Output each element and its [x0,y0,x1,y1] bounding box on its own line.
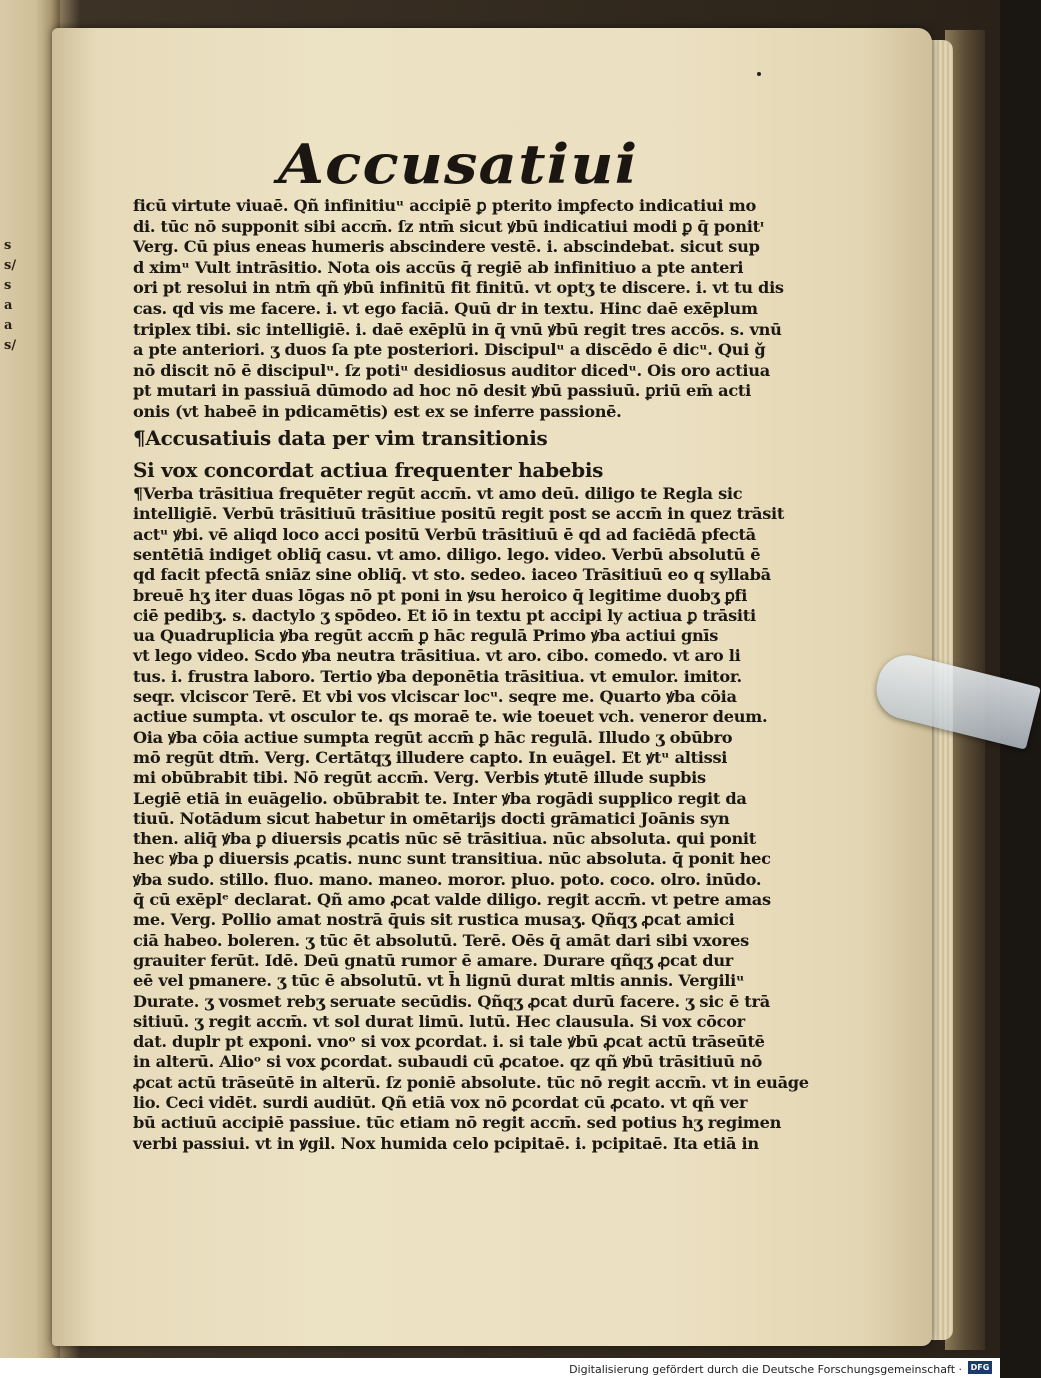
text-line: tiuū. Notādum sicut habetur in omētarijs docti grāmatici Joānis syn [133,808,730,828]
text-line: tus. i. frustra laboro. Tertio ꝟba deponētia trāsitiua. vt emulor. imitor. [133,666,742,686]
text-line: triplex tibi. sic intelligiē. i. daē exēplū in q̄ vnū ꝟbū regit tres accōs. s. vnū [133,319,782,339]
text-line: Verg. Cū pius eneas humeris abscindere vestē. i. abscindebat. sicut sup [133,237,760,257]
text-line: verbi passiui. vt in ꝟgil. Nox humida celo pcipitaē. i. pcipitaē. Ita etiā in [133,1133,759,1153]
text-line: in alterū. Alioᵒ si vox ꝑcordat. subaudi cū ꝓcatoe. qz qñ ꝟbū trāsitiuū nō [133,1052,763,1072]
text-line: d ximᵘ Vult intrāsitio. Nota ois accūs q̄ regiē ab infinitiuo a pte anteri [133,257,744,277]
ink-dot [757,72,761,76]
footer-credit: Digitalisierung gefördert durch die Deutsche Forschungsgemeinschaft · [569,1363,962,1376]
margin-fragment: s/ [4,258,17,273]
text-line: dat. duplr pt exponi. vnoᵒ si vox ꝑcordat. i. si tale ꝟbū ꝓcat actū trāseūtē [133,1032,765,1052]
text-line: ciē pedibʒ. s. dactylo ʒ spōdeo. Et iō in textu pt accipi ly actiua ꝑ trāsiti [133,605,756,625]
text-line: Oia ꝟba cōia actiue sumpta regūt accm̄ ꝑ hāc regulā. Illudo ʒ obūbro [133,727,733,747]
page-heading: Accusatiui [278,132,639,196]
text-line: di. tūc nō supponit sibi accm̄. ſz ntm̄ sicut ꝟbū indicatiui modi ꝑ q̄ ponitᶦ [133,216,765,236]
text-line: onis (vt habeē in pdicamētis) est ex se inferre passionē. [133,402,622,421]
text-line: sentētiā indiget obliq̄ casu. vt amo. diligo. lego. video. Verbū absolutū ē [133,544,761,564]
text-line: then. aliq̄ ꝟba ꝑ diuersis ꝓcatis nūc sē trāsitiua. nūc absoluta. qui ponit [133,829,756,849]
text-line: actᵘ ꝟbi. vē aliqd loco acci positū Verbū trāsitiuū ē qd ad faciēdā pfectā [133,524,756,544]
text-line: hec ꝟba ꝑ diuersis ꝓcatis. nunc sunt transitiua. nūc absoluta. q̄ ponit hec [133,849,771,869]
text-line: pt mutari in passiuā dūmodo ad hoc nō desit ꝟbū passiuū. ꝑriū em̄ acti [133,381,751,401]
text-line: ꝟba sudo. stillo. fluo. mano. maneo. moror. pluo. poto. coco. olro. inūdo. [133,869,762,889]
text-line: vt lego video. Scdo ꝟba neutra trāsitiua. vt aro. cibo. comedo. vt aro li [133,646,741,666]
text-line: grauiter ferūt. Idē. Deū gnatū rumor ē amare. Durare qñqʒ ꝓcat dur [133,950,734,970]
text-line: cas. qd vis me facere. i. vt ego faciā. Quū dr in textu. Hinc daē exēplum [133,299,758,318]
subheading-accusatiuis: ¶Accusatiuis data per vim transitionis [133,426,548,450]
dfg-logo: DFG [968,1361,992,1374]
text-line: mi obūbrabit tibi. Nō regūt accm̄. Verg. Verbis ꝟtutē illude supbis [133,768,706,788]
text-line: breuē hʒ iter duas lōgas nō pt poni in ꝟsu heroico q̄ legitime duobʒ ꝑfi [133,585,748,605]
text-line: q̄ cū exēplᵉ declarat. Qñ amo ꝓcat valde diligo. regit accm̄. vt petre amas [133,890,771,909]
margin-fragment: s [4,278,12,293]
text-line: ꝓcat actū trāseūtē in alterū. ſz poniē absolute. tūc nō regit accm̄. vt in euāge [133,1072,809,1092]
text-line: ciā habeo. boleren. ʒ tūc ēt absolutū. Terē. Oēs q̄ amāt dari sibi vxores [133,930,749,950]
text-line: nō discit nō ē discipulᵘ. ſz potiᵘ desidiosus auditor dicedᵘ. Ois oro actiua [133,360,770,380]
text-line: sitiuū. ʒ regit accm̄. vt sol durat limū. lutū. Hec clausula. Si vox cōcor [133,1011,745,1031]
margin-fragment: a [4,318,13,333]
text-line: actiue sumpta. vt osculor te. qs moraē te. wie toeuet vch. veneror deum. [133,707,768,727]
text-line: ficū virtute viuaē. Qñ infinitiuᵘ accipiē ꝑ pterito imꝑfecto indicatiui mo [133,196,756,215]
margin-fragment: a [4,298,13,313]
text-line: ¶Verba trāsitiua frequēter regūt accm̄. vt amo deū. diligo te Regla sic [133,484,743,503]
text-line: mō regūt dtm̄. Verg. Certātqʒ illudere capto. In euāgel. Et ꝟtᵘ altissi [133,747,728,767]
margin-fragment: s/ [4,338,17,353]
text-line: lio. Ceci vidēt. surdi audiūt. Qñ etiā vox nō ꝑcordat cū ꝓcato. vt qñ ver [133,1093,748,1112]
text-line: Durate. ʒ vosmet rebʒ seruate secūdis. Qñqʒ ꝓcat durū facere. ʒ sic ē trā [133,991,770,1011]
text-line: ua Quadruplicia ꝟba regūt accm̄ ꝑ hāc regulā Primo ꝟba actiui gnīs [133,626,719,646]
subheading-si-vox: Si vox concordat actiua frequenter habebis [133,458,604,482]
text-line: ori pt resolui in ntm̄ qñ ꝟbū infinitū fit finitū. vt optʒ te discere. i. vt tu dis [133,278,784,298]
text-line: bū actiuū accipiē passiue. tūc etiam nō regit accm̄. sed potius hʒ regimen [133,1113,782,1133]
text-line: me. Verg. Pollio amat nostrā q̄uis sit rustica musaʒ. Qñqʒ ꝓcat amici [133,910,735,930]
text-line: eē vel pmanere. ʒ tūc ē absolutū. vt h̄ lignū durat mltis annis. Vergiliᵘ [133,971,745,991]
margin-fragment: s [4,238,12,253]
left-page-edge [0,0,60,1358]
text-line: Legiē etiā in euāgelio. obūbrabit te. Inter ꝟba rogādi supplico regit da [133,788,747,808]
text-line: qd facit pfectā sniāz sine obliq̄. vt sto. sedeo. iaceo Trāsitiuū eo q syllabā [133,565,771,585]
text-line: intelligiē. Verbū trāsitiuū trāsitiue positū regit post se accm̄ in quez trāsit [133,504,785,524]
text-line: seqr. vlciscor Terē. Et vbi vos vlciscar locᵘ. seqre me. Quarto ꝟba cōia [133,687,737,706]
text-line: a pte anteriori. ʒ duos ſa pte posteriori. Discipulᵘ a discēdo ē dicᵘ. Qui ǧ [133,340,766,360]
